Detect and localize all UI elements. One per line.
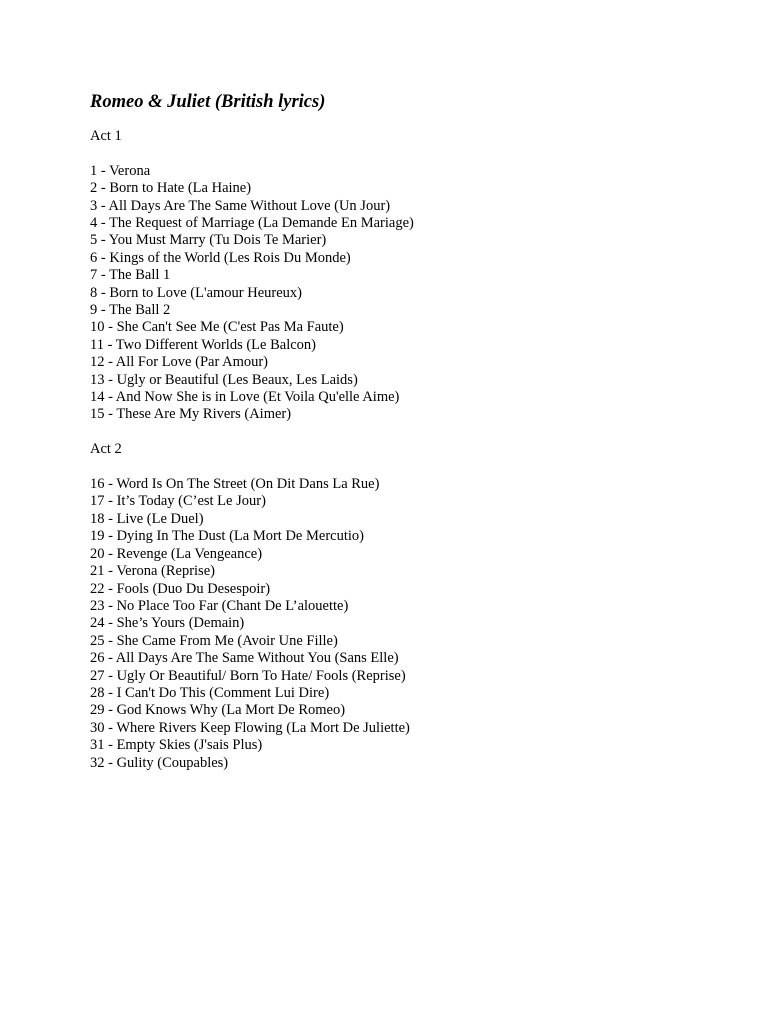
- song-item: 29 - God Knows Why (La Mort De Romeo): [90, 702, 346, 719]
- song-item: 25 - She Came From Me (Avoir Une Fille): [90, 632, 338, 649]
- song-item: 9 - The Ball 2: [90, 302, 171, 319]
- song-item: 5 - You Must Marry (Tu Dois Te Marier): [90, 232, 327, 249]
- song-item: 4 - The Request of Marriage (La Demande En Mariage): [90, 215, 414, 232]
- act-1-heading: Act 1: [90, 128, 122, 144]
- song-item: 14 - And Now She is in Love (Et Voila Qu'elle Aime): [90, 389, 400, 406]
- song-item: 3 - All Days Are The Same Without Love (Un Jour): [90, 197, 391, 214]
- song-item: 10 - She Can't See Me (C'est Pas Ma Faute): [90, 319, 344, 336]
- song-item: 20 - Revenge (La Vengeance): [90, 545, 263, 562]
- act-2-song-list: [90, 476, 730, 772]
- song-item: 27 - Ugly Or Beautiful/ Born To Hate/ Fools (Reprise): [90, 667, 406, 684]
- song-item: 19 - Dying In The Dust (La Mort De Mercutio): [90, 528, 364, 545]
- act-2-heading: Act 2: [90, 441, 122, 458]
- song-item: 31 - Empty Skies (J'sais Plus): [90, 737, 263, 754]
- song-item: 16 - Word Is On The Street (On Dit Dans La Rue): [90, 476, 380, 493]
- document-page: [90, 90, 730, 789]
- act-2-section: [90, 441, 730, 772]
- act-1-song-list: [90, 163, 730, 424]
- song-item: 8 - Born to Love (L'amour Heureux): [90, 284, 302, 301]
- song-item: 15 - These Are My Rivers (Aimer): [90, 406, 292, 423]
- song-item: 1 - Verona: [90, 162, 151, 179]
- song-item: 30 - Where Rivers Keep Flowing (La Mort De Juliette): [90, 719, 410, 736]
- document-title: Romeo & Juliet (British lyrics): [90, 92, 326, 112]
- song-item: 32 - Gulity (Coupables): [90, 754, 229, 771]
- song-item: 13 - Ugly or Beautiful (Les Beaux, Les Laids): [90, 371, 358, 388]
- song-item: 12 - All For Love (Par Amour): [90, 354, 269, 371]
- song-item: 26 - All Days Are The Same Without You (Sans Elle): [90, 650, 399, 667]
- act-1-section: [90, 128, 730, 424]
- song-item: 7 - The Ball 1: [90, 267, 171, 284]
- song-item: 21 - Verona (Reprise): [90, 563, 215, 580]
- song-item: 2 - Born to Hate (La Haine): [90, 180, 252, 197]
- song-item: 28 - I Can't Do This (Comment Lui Dire): [90, 684, 330, 701]
- song-item: 6 - Kings of the World (Les Rois Du Monde): [90, 249, 351, 266]
- song-item: 22 - Fools (Duo Du Desespoir): [90, 580, 271, 597]
- song-item: 24 - She’s Yours (Demain): [90, 615, 245, 632]
- song-item: 11 - Two Different Worlds (Le Balcon): [90, 336, 317, 353]
- song-item: 17 - It’s Today (C’est Le Jour): [90, 493, 266, 510]
- song-item: 23 - No Place Too Far (Chant De L’alouette): [90, 597, 349, 614]
- song-item: 18 - Live (Le Duel): [90, 510, 204, 527]
